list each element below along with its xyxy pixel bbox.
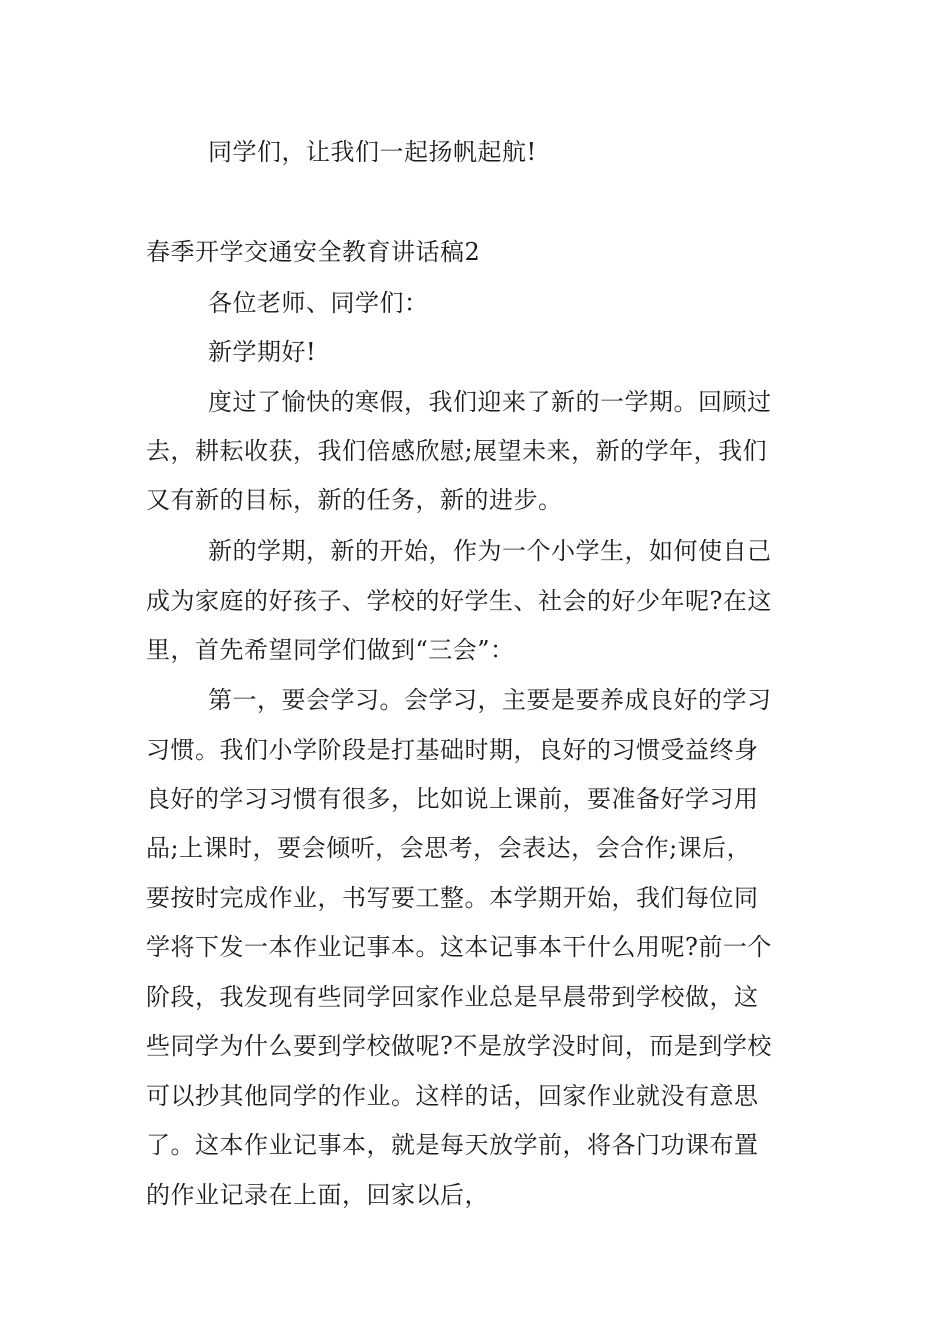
paragraph-line: 要按时完成作业，书写要工整。本学期开始，我们每位同 — [146, 884, 759, 912]
paragraph-line: 了。这本作业记事本，就是每天放学前，将各门功课布置 — [146, 1131, 759, 1159]
paragraph-line: 的作业记录在上面，回家以后， — [146, 1181, 489, 1209]
paragraph-line: 学将下发一本作业记事本。这本记事本干什么用呢?前一个 — [146, 933, 772, 961]
paragraph-line: 第一，要会学习。会学习，主要是要养成良好的学习 — [208, 686, 772, 714]
paragraph-line: 新的学期，新的开始，作为一个小学生，如何使自己 — [208, 537, 772, 565]
greeting: 新学期好! — [208, 338, 317, 366]
salutation: 各位老师、同学们： — [208, 289, 429, 317]
section-title: 春季开学交通安全教育讲话稿2 — [146, 238, 481, 266]
paragraph-line: 习惯。我们小学阶段是打基础时期，良好的习惯受益终身 — [146, 736, 759, 764]
paragraph-line: 成为家庭的好孩子、学校的好学生、社会的好少年呢?在这 — [146, 587, 772, 615]
paragraph-line: 良好的学习习惯有很多，比如说上课前，要准备好学习用 — [146, 785, 759, 813]
paragraph-line: 度过了愉快的寒假，我们迎来了新的一学期。回顾过 — [208, 388, 772, 416]
paragraph-line: 又有新的目标，新的任务，新的进步。 — [146, 486, 563, 514]
paragraph-line: 些同学为什么要到学校做呢?不是放学没时间，而是到学校 — [146, 1032, 772, 1060]
paragraph-line: 里，首先希望同学们做到“三会”： — [146, 636, 515, 664]
paragraph-line: 可以抄其他同学的作业。这样的话，回家作业就没有意思 — [146, 1082, 759, 1110]
paragraph-line: 去，耕耘收获，我们倍感欣慰;展望未来，新的学年，我们 — [146, 437, 768, 465]
closing-line: 同学们，让我们一起扬帆起航! — [208, 138, 537, 166]
paragraph-line: 品;上课时，要会倾听，会思考，会表达，会合作;课后， — [146, 834, 752, 862]
paragraph-line: 阶段，我发现有些同学回家作业总是早晨带到学校做，这 — [146, 983, 759, 1011]
